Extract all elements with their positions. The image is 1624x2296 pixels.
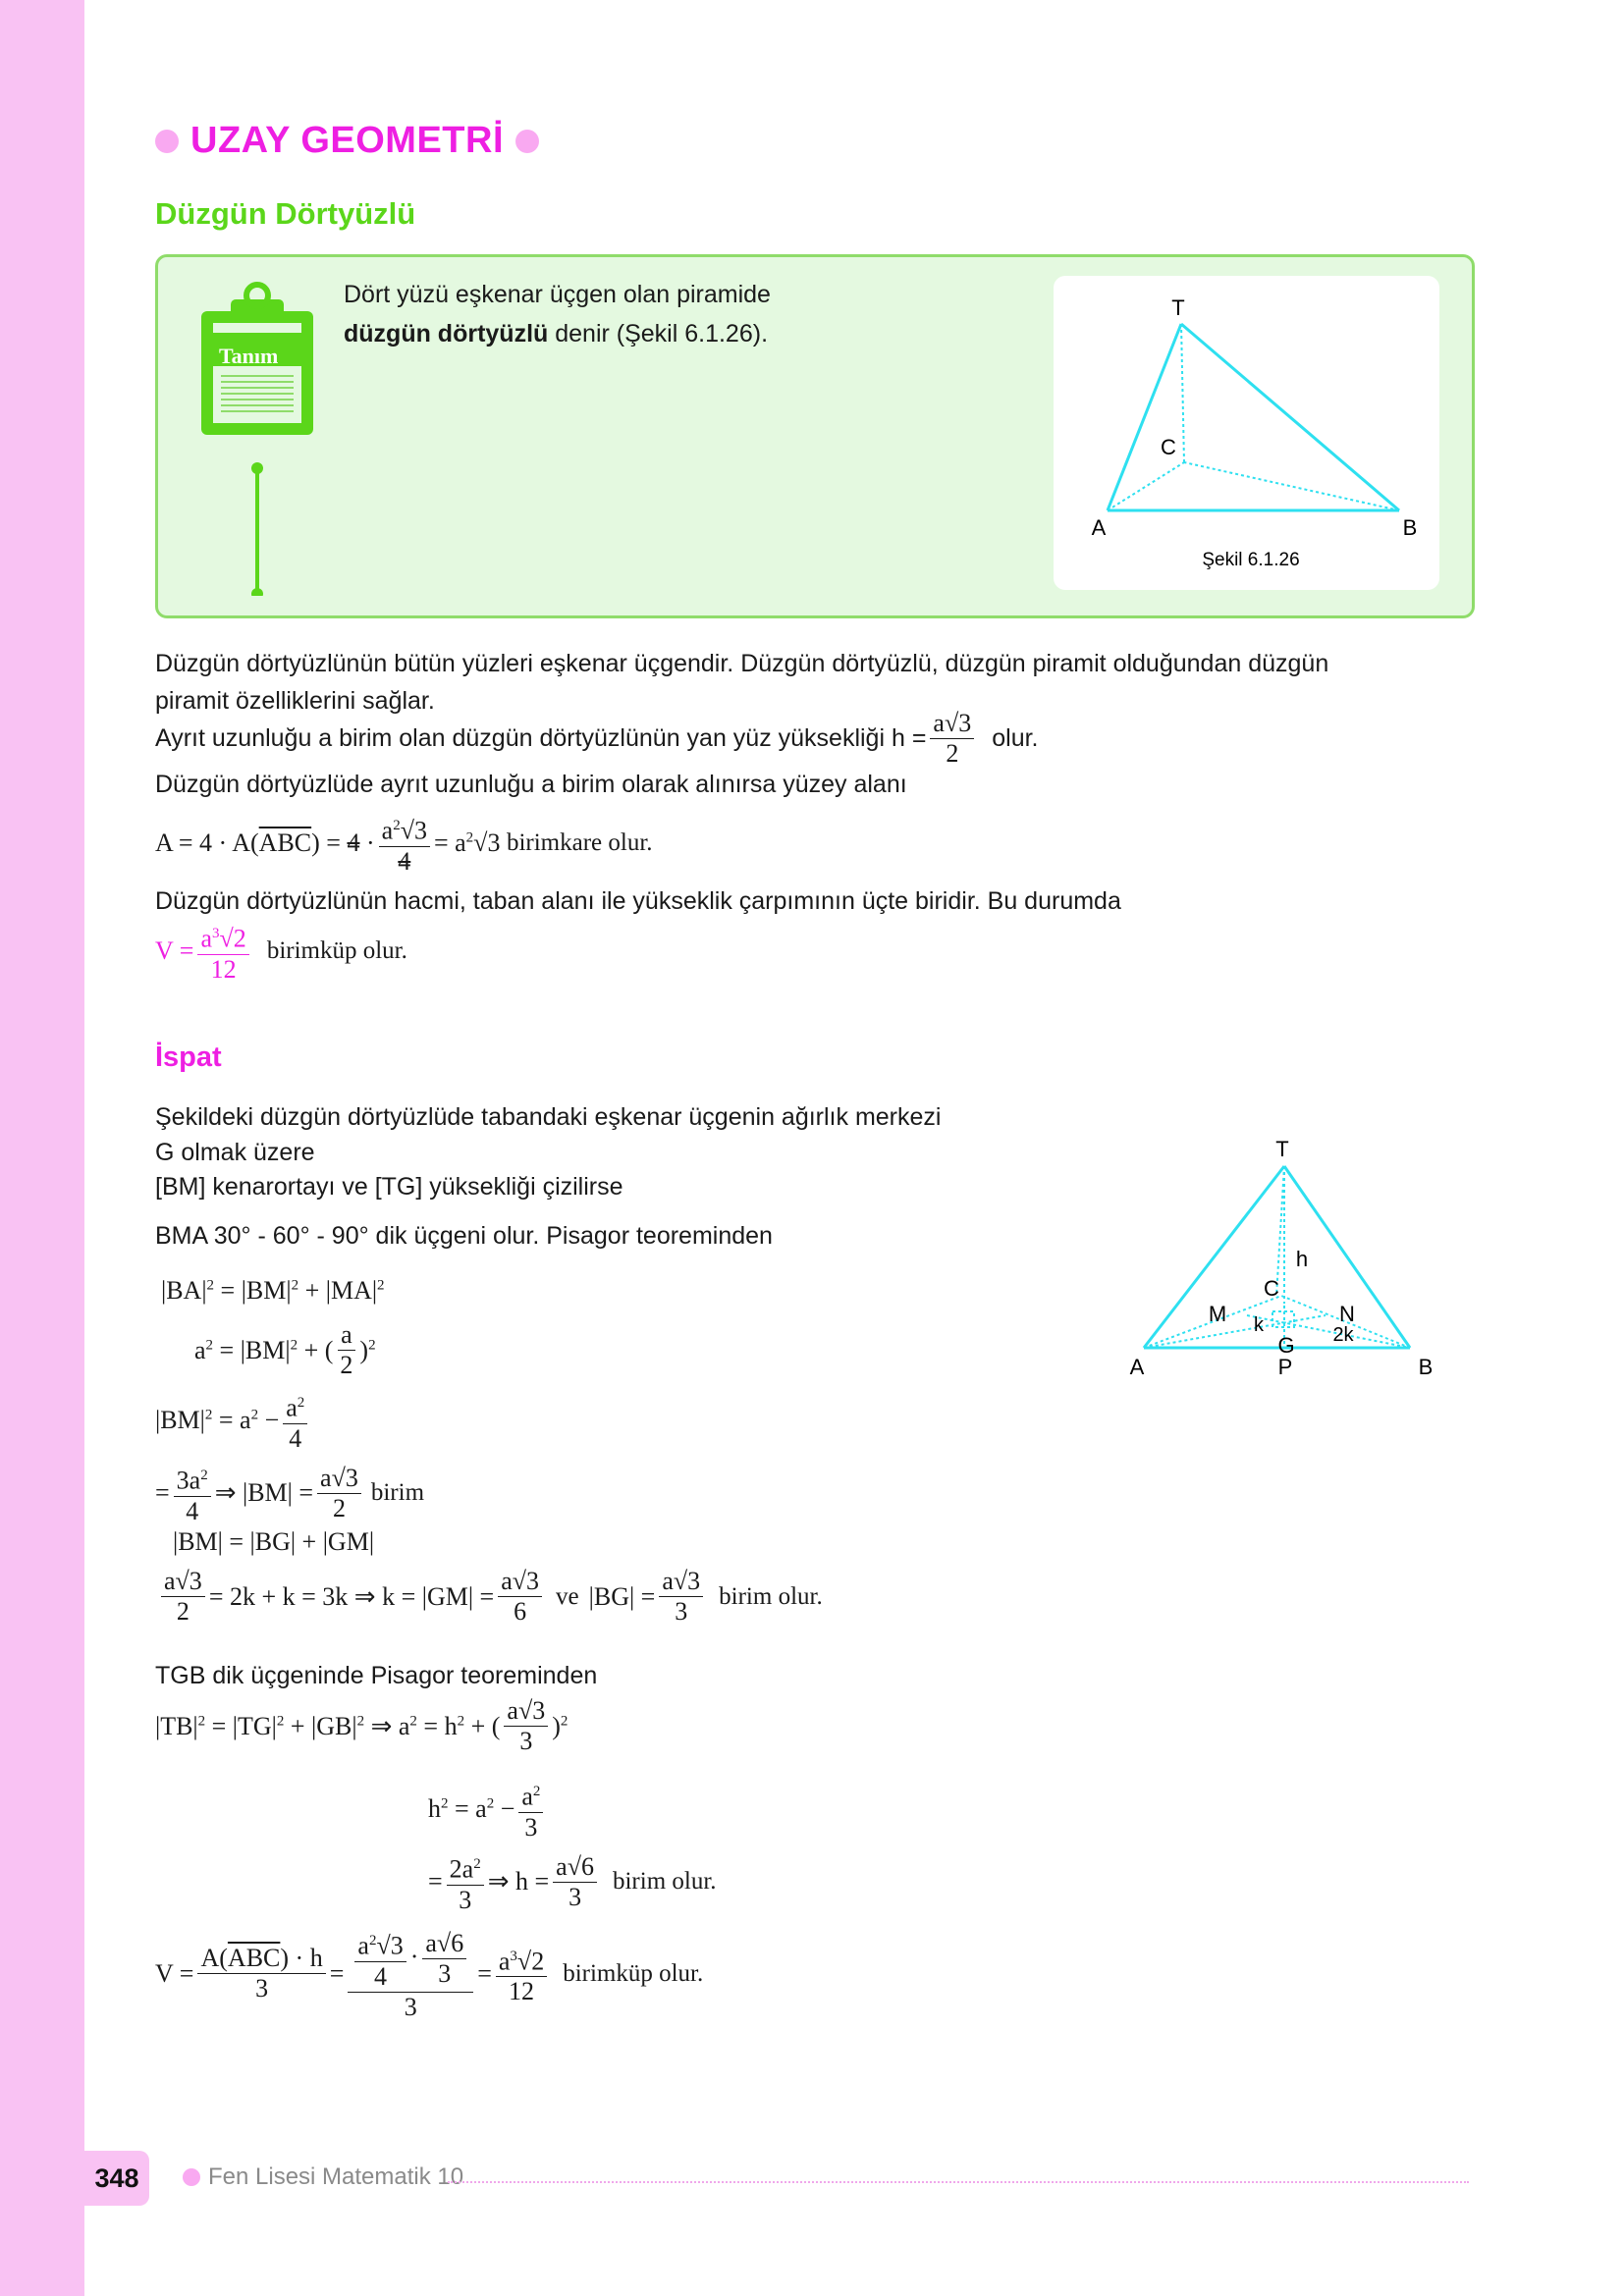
clipboard-icon (199, 282, 317, 596)
paragraph-5: Düzgün dörtyüzlünün hacmi, taban alanı ile yükseklik çarpımının üçte biridir. Bu durumda (155, 887, 1121, 915)
equation-6: $\frac{a√3}{2}$ = 2k + k = 3k ⇒ k = |GM| = $\frac{a√3}{6}$ ve |BG| = $\frac{a√3}{3}$ birim olur. (157, 1567, 823, 1627)
fig2-label-B: B (1418, 1355, 1434, 1379)
side-strip (0, 0, 84, 2296)
word-ve: ve (556, 1582, 579, 1610)
label-A: A (1091, 515, 1107, 540)
unit-birim-olur-2: birim olur. (612, 1868, 717, 1896)
paragraph-2-text: Ayrıt uzunluğu a birim olan düzgün dörtyüzlünün yan yüz yüksekliği h = (155, 724, 927, 752)
figure-caption: Şekil 6.1.26 (1202, 550, 1300, 570)
equation-7: $|TB|^2 = |TG|^2 + |GB|^2$ ⇒ $a^2 = h^2$ + ( $\frac{a√3}{3}$ )$^2$ (155, 1696, 568, 1755)
definition-badge: Tanım (219, 344, 279, 368)
definition-line2 (344, 320, 768, 348)
definition-line2-rest: denir (Şekil 6.1.26). (548, 320, 769, 347)
formula-volume: V = $\frac{a^3√2}{12}$ birimküp olur. (155, 919, 407, 985)
fig2-label-N: N (1339, 1302, 1355, 1326)
label-B: B (1402, 515, 1418, 540)
unit-birim-olur: birim olur. (719, 1582, 823, 1610)
footer-book (183, 2163, 463, 2191)
fig2-label-C: C (1264, 1276, 1279, 1301)
label-C: C (1161, 435, 1176, 459)
fig2-label-T: T (1275, 1139, 1289, 1161)
equation-4: = $\frac{3a^2}{4}$ ⇒ |BM| = $\frac{a√3}{2}$ birim (155, 1461, 424, 1526)
paragraph-1b: piramit özelliklerini sağlar. (155, 687, 435, 715)
paragraph-3: Düzgün dörtyüzlüde ayrıt uzunluğu a birim olarak alınırsa yüzey alanı (155, 771, 907, 798)
chapter-title (155, 120, 539, 162)
fig2-label-2k: 2k (1332, 1324, 1354, 1346)
page-number: 348 (84, 2151, 149, 2206)
paragraph-1a: Düzgün dörtyüzlünün bütün yüzleri eşkenar üçgendir. Düzgün dörtyüzlü, düzgün piramit olduğundan düzgün (155, 650, 1329, 677)
equation-8: $h^2 = a^2$ − $\frac{a^2}{3}$ (428, 1777, 547, 1842)
definition-line1: Dört yüzü eşkenar üçgen olan piramide (344, 281, 771, 308)
surface-area-unit: birimkare olur. (506, 829, 653, 857)
volume-unit: birimküp olur. (266, 937, 407, 965)
unit-birimkup: birimküp olur. (563, 1959, 704, 1987)
equation-3: $|BM|^2 = a^2$ − $\frac{a^2}{4}$ (155, 1388, 311, 1454)
footer-dot-icon (183, 2168, 200, 2186)
fig2-label-G: G (1277, 1333, 1295, 1358)
proof-tetrahedron-figure (1119, 1139, 1453, 1394)
chapter-title-text: UZAY GEOMETRİ (190, 120, 504, 161)
fig2-label-h: h (1295, 1247, 1309, 1271)
equation-2: $a^2 = |BM|^2$ + ( $\frac{a}{2}$ )$^2$ (194, 1320, 376, 1379)
fig2-label-k: k (1254, 1314, 1264, 1336)
figure-card (1054, 276, 1439, 590)
fig2-label-A: A (1129, 1355, 1145, 1379)
proof-line1: Şekildeki düzgün dörtyüzlüde tabandaki eşkenar üçgenin ağırlık merkezi (155, 1103, 942, 1131)
paragraph-2 (155, 709, 1039, 769)
definition-term: düzgün dörtyüzlü (344, 320, 549, 347)
fig2-label-M: M (1208, 1302, 1227, 1326)
formula-surface-area: $A = 4 \cdot A(\overline{ABC}) = 4$ · $\frac{a^2√3}{4}$ = $a^2√3$ birimkare olur. (155, 811, 653, 877)
footer-book-title: Fen Lisesi Matematik 10 (208, 2163, 464, 2190)
tetrahedron-figure (1054, 276, 1439, 590)
bullet-dot-icon (515, 130, 539, 153)
bullet-dot-icon (155, 130, 179, 153)
fig2-label-P: P (1277, 1355, 1293, 1379)
section-title: Düzgün Dörtyüzlü (155, 196, 416, 231)
proof-line4: BMA 30° - 60° - 90° dik üçgeni olur. Pisagor teoreminden (155, 1222, 773, 1250)
footer-dotted-rule (448, 2181, 1469, 2183)
proof-tgb-line: TGB dik üçgeninde Pisagor teoreminden (155, 1662, 598, 1689)
label-T: T (1171, 295, 1185, 320)
proof-line2: G olmak üzere (155, 1139, 315, 1166)
formula-height: $\frac{a√3}{2}$ (930, 709, 974, 769)
equation-10: V = $\frac{A(\overline{ABC}) \cdot h}{3}$ = $\frac{a^2√3}{4}$ · $\frac{a√6}{3}$ 3 = $\frac{a^3√2}{12}$ birimküp olur. (155, 1926, 703, 2022)
proof-title: İspat (155, 1041, 222, 1073)
equation-5: |BM| = |BG| + |GM| (173, 1527, 375, 1556)
equation-9: = $\frac{2a^2}{3}$ ⇒ h = $\frac{a√6}{3}$ birim olur. (428, 1849, 717, 1915)
unit-birim: birim (370, 1479, 425, 1507)
proof-line3: [BM] kenarortayı ve [TG] yüksekliği çizilirse (155, 1173, 623, 1201)
equation-1: $|BA|^2 = |BM|^2 + |MA|^2$ (161, 1276, 385, 1305)
paragraph-2-end: olur. (992, 724, 1039, 752)
